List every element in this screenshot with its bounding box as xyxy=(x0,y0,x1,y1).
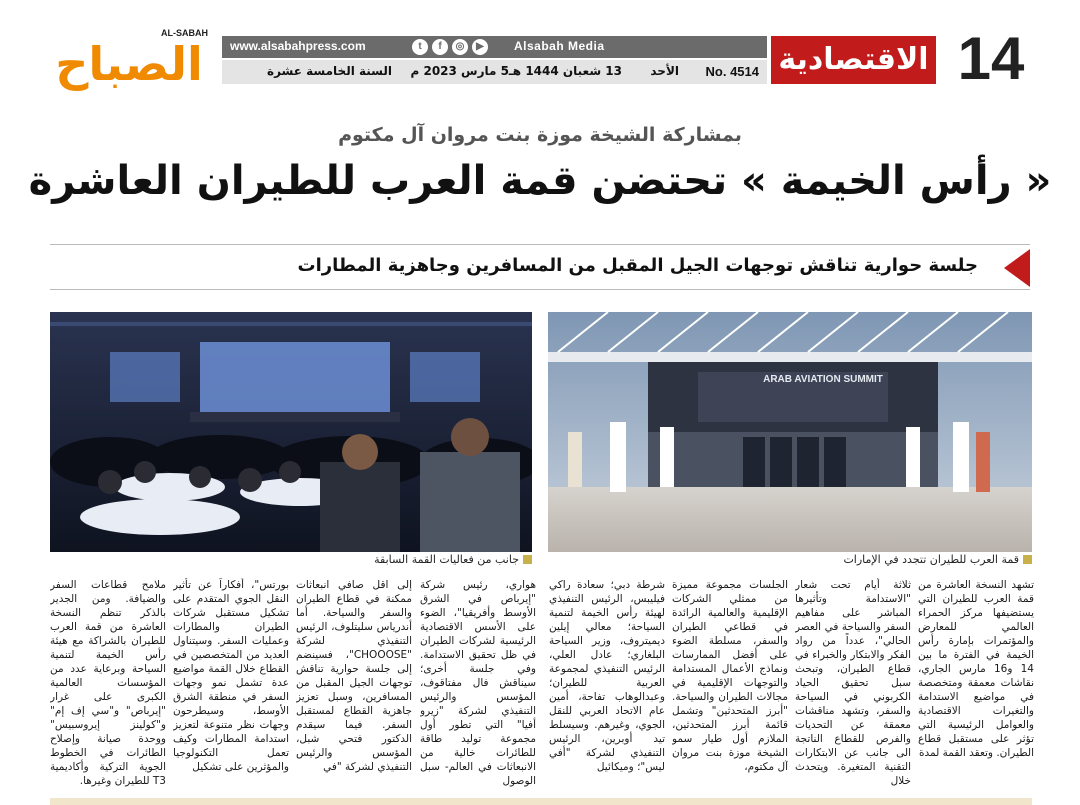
footer-strip xyxy=(50,798,1032,805)
article-column-7: بورتس"، أفكاراً عن تأثير النقل الجوي المتقدم على تشكيل مستقبل شركات الطيران والمطارات وعمليات السفر. وسيتناول العديد من المتخصصين في القطاع خلال القمة مواضيع عدة تشمل نمو وجهات السفر في منطقة الشرق الأوسط، وسيطرحون وجهات نظر متنوعة لتعزيز استدامة المطارات وكيف تعمل التكنولوجيا والمؤثرين على تشكيل xyxy=(173,579,289,773)
issue-number: No. 4514 xyxy=(705,64,759,79)
social-icons xyxy=(412,39,488,55)
article-column-1: تشهد النسخة العاشرة من قمة العرب للطيران التي يستضيفها مركز الحمراء العالمي للمعارض والمؤتمرات بإمارة رأس الخيمة في الفترة ما بين 14 و16 مارس الجاري، نقاشات معمقة ومتخصصة في مواضيع الاستدامة والتغيرات الاقتصادية والعوامل الرئيسية التي تؤثر على مستقبل قطاع الطيران. وتعقد القمة لمدة xyxy=(918,579,1034,759)
article-body xyxy=(50,578,1032,803)
facebook-icon[interactable]: f xyxy=(432,39,448,55)
article-column-3: الجلسات مجموعة مميزة من ممثلي الشركات الإقليمية والعالمية الرائدة في قطاعي الطيران والسفر، مسلطة الضوء على أفضل الممارسات ونماذج الأعمال المستدامة والتوجهات الإقليمية في مجالات الطيران والسياحة. "أبرز المتحدثين" وتشمل قائمة أبرز المتحدثين، الملازم أول طيار سمو الشيخة موزة بنت مروان آل مكتوم، xyxy=(672,579,788,773)
article-column-5: هواري، رئيس شركة "إيرباص في الشرق الأوسط وأفريقيا"، الضوء على الأسس الاقتصادية الرئيسية لشركات الطيران في ظل تحقيق الاستدامة. وفي جلسة أخرى؛ سيناقش فال مفتاقوف، المؤسس والرئيس التنفيذي لشركة "زيرو أفيا" التي تطور أول مجموعة توليد طاقة للطائرات خالية من الانبعاثات في العالم- سبل الوصول xyxy=(420,579,536,787)
summit-venue-photo xyxy=(548,312,1032,552)
article-column-2: ثلاثة أيام تحت شعار "الاستدامة وتأثيرها المباشر على مفاهيم السفر والسياحة في العصر الحالي"، عدداً من رواد الفكر والابتكار والخبراء في قطاع الطيران، وتبحث سبل تحقيق الحياد الكربوني في السياحة والسفر، وتشهد مناقشات معمقة عن التحديات والفرص للقطاع الناتجة الى جانب عن الابتكارات التقنية المتغيرة. ويتحدث خلال xyxy=(795,579,911,787)
logo-arabic-text: الصباح xyxy=(55,37,203,91)
section-title: الاقتصادية xyxy=(771,36,936,84)
instagram-icon[interactable]: ◎ xyxy=(452,39,468,55)
issue-info-bar xyxy=(222,60,767,84)
twitter-icon[interactable]: t xyxy=(412,39,428,55)
article-column-4: شرطة دبي؛ سعادة راكي فيليبس، الرئيس التنفيذي لهيئة رأس الخيمة لتنمية السياحة؛ معالي إيلين ديميتروف، وزير السياحة البلغاري؛ عادل العلي، الرئيس التنفيذي لمجموعة العربية للطيران؛ وعبدالوهاب تفاحة، أمين عام الاتحاد العربي للنقل الجوي، وغيرهم. وسيسلط تيد أوبرين، الرئيس التنفيذي لشركة "أفي ليس"؛ وميكائيل xyxy=(549,579,665,773)
logo-latin-text: AL-SABAH xyxy=(161,28,208,38)
article-subheadline-bar xyxy=(50,244,1030,290)
caption-right-text: قمة العرب للطيران تتجدد في الإمارات xyxy=(843,553,1019,566)
article-kicker: بمشاركة الشيخة موزة بنت مروان آل مكتوم xyxy=(338,124,742,146)
red-arrow-icon xyxy=(1004,249,1030,287)
website-bar xyxy=(222,36,767,58)
article-column-6: إلى اقل صافي انبعاثات ممكنة في قطاع الطيران والسفر والسياحة. أما أندرياس سليتلوف، الرئيس التنفيذي لشركة "CHOOOSE"، فسينضم إلى جلسة حوارية تناقش توجهات الجيل المقبل من المسافرين، وسبل تعزيز جاهزية القطاع لمستقبل السفر. فيما سيقدم الدكتور فتحي شبل، المؤسس والرئيس التنفيذي لشركة "في xyxy=(296,579,412,773)
caption-marker-icon xyxy=(523,555,532,564)
article-column-8: ملامح قطاعات السفر والضيافة. ومن الجدير بالذكر تنظم النسخة العاشرة من قمة العرب للطيران بالشراكة مع هيئة رأس الخيمة لتنمية السياحة وبرعاية عدد من المؤسسات العالمية الكبرى على غرار "إيرباص" و"سي إف إم" و"كولينز إيروسبيس" ووحدة صيانة وإصلاح الطائرات في الخطوط الجوية التركية وأكاديمية T3 للطيران وغيرها. xyxy=(50,579,166,787)
gregorian-date: 5 مارس 2023 م xyxy=(410,64,509,78)
article-subheadline: جلسة حوارية تناقش توجهات الجيل المقبل من المسافرين وجاهزية المطارات xyxy=(297,255,978,276)
youtube-icon[interactable]: ▶ xyxy=(472,39,488,55)
conference-hall-photo xyxy=(50,312,532,552)
article-headline: « رأس الخيمة » تحتضن قمة العرب للطيران العاشرة xyxy=(28,158,1052,204)
issue-day: الأحد xyxy=(650,64,679,78)
alsabah-logo[interactable] xyxy=(44,22,214,92)
photo-caption-right xyxy=(548,553,1032,570)
masthead xyxy=(0,0,1080,100)
page-number: 14 xyxy=(957,25,1025,92)
hijri-date: 13 شعبان 1444 هـ xyxy=(508,64,622,78)
caption-left-text: جانب من فعاليات القمة السابقة xyxy=(374,553,519,566)
summit-sign-text: ARAB AVIATION SUMMIT xyxy=(763,374,883,385)
website-url[interactable]: www.alsabahpress.com xyxy=(230,39,366,53)
photo-caption-left xyxy=(50,553,532,570)
media-label: Alsabah Media xyxy=(514,39,605,53)
caption-marker-icon xyxy=(1023,555,1032,564)
publication-year: السنة الخامسة عشرة xyxy=(266,64,392,78)
